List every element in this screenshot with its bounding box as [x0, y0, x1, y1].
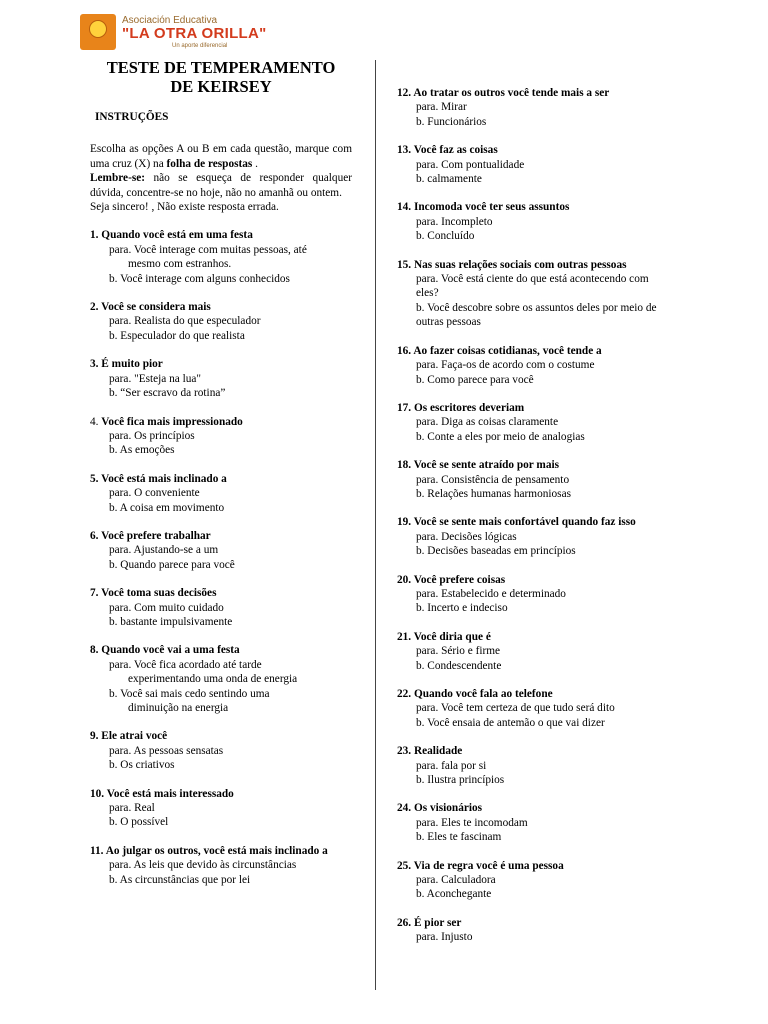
- question-19: [397, 515, 662, 558]
- option-a[interactable]: para. fala por si: [416, 759, 487, 772]
- question-17: [397, 401, 662, 444]
- question-title: 13. Você faz as coisas: [397, 144, 498, 157]
- option-b[interactable]: b. As circunstâncias que por lei: [109, 873, 251, 886]
- question-title: 23. Realidade: [397, 745, 463, 758]
- option-b[interactable]: b. Você sai mais cedo sentindo uma: [109, 687, 270, 700]
- question-title: 12. Ao tratar os outros você tende mais a ser: [397, 87, 610, 99]
- question-18: [397, 458, 662, 501]
- question-13: [397, 143, 662, 186]
- instructions-text: Escolha as opções A ou B em cada questão, marque com uma cruz (X) na folha de respostas . Lembre-se: não se esqueça de responder qualquer dúvida, concentre-se no hoje, não no amanhã ou ontem. Seja sincero! , Não existe resposta errada.: [90, 143, 352, 214]
- question-10: [90, 787, 352, 830]
- question-title: 17. Os escritores deveriam: [397, 401, 525, 414]
- option-a[interactable]: para. O conveniente: [109, 487, 200, 500]
- question-14: [397, 200, 662, 243]
- logo-emblem-icon: [80, 14, 116, 50]
- question-23: [397, 744, 662, 787]
- org-name: Asociación Educativa: [122, 15, 218, 26]
- option-b[interactable]: b. Você interage com alguns conhecidos: [109, 272, 290, 285]
- question-title: 18. Você se sente atraído por mais: [397, 459, 560, 472]
- question-title: 6. Você prefere trabalhar: [90, 529, 211, 542]
- option-a[interactable]: para. Consistência de pensamento: [416, 473, 570, 486]
- option-b[interactable]: b. Você ensaia de antemão o que vai dizer: [416, 716, 605, 729]
- option-a[interactable]: para. Injusto: [416, 931, 473, 944]
- question-title: 26. É pior ser: [397, 916, 462, 929]
- option-a[interactable]: para. Você fica acordado até tarde: [109, 658, 262, 671]
- question-title: 7. Você toma suas decisões: [90, 587, 217, 600]
- question-5: [90, 472, 352, 515]
- question-6: [90, 529, 352, 572]
- option-a[interactable]: para. Incompleto: [416, 215, 493, 228]
- left-column: [90, 58, 352, 887]
- option-a[interactable]: para. Eles te incomodam: [416, 816, 528, 829]
- document-title: TESTE DE TEMPERAMENTO DE KEIRSEY: [106, 58, 336, 96]
- question-16: [397, 344, 662, 387]
- option-b[interactable]: b. Incerto e indeciso: [416, 602, 508, 615]
- question-2: [90, 300, 352, 343]
- question-4: [90, 415, 352, 458]
- question-11: [90, 844, 352, 887]
- question-12: [397, 86, 662, 129]
- question-1: [90, 228, 352, 286]
- question-title: 21. Você diria que é: [397, 630, 491, 643]
- organization-logo: [80, 14, 320, 50]
- option-a[interactable]: para. As pessoas sensatas: [109, 744, 224, 757]
- option-a[interactable]: para. Você está ciente do que está acontecendo com eles?: [416, 273, 649, 300]
- question-22: [397, 687, 662, 730]
- option-b[interactable]: b. Quando parece para você: [109, 558, 235, 571]
- option-a[interactable]: para. Calculadora: [416, 874, 496, 887]
- column-divider: [375, 60, 376, 990]
- option-b[interactable]: b. bastante impulsivamente: [109, 615, 233, 628]
- question-title: 5. Você está mais inclinado a: [90, 472, 227, 485]
- question-title: 11. Ao julgar os outros, você está mais inclinado a: [90, 844, 328, 857]
- option-a-continued: mesmo com estranhos.: [128, 258, 232, 271]
- question-title: 25. Via de regra você é uma pessoa: [397, 859, 564, 872]
- option-a[interactable]: para. Realista do que especulador: [109, 315, 261, 328]
- question-title: 10. Você está mais interessado: [90, 787, 234, 800]
- option-b[interactable]: b. Aconchegante: [416, 888, 492, 901]
- option-a-continued: experimentando uma onda de energia: [128, 673, 298, 686]
- option-a[interactable]: para. Mirar: [416, 101, 467, 114]
- question-3: [90, 357, 352, 400]
- option-b[interactable]: b. A coisa em movimento: [109, 501, 225, 514]
- question-24: [397, 801, 662, 844]
- option-a[interactable]: para. Decisões lógicas: [416, 530, 517, 543]
- question-title: 4. Você fica mais impressionado: [90, 415, 243, 428]
- question-title: 24. Os visionários: [397, 802, 483, 815]
- question-title: 22. Quando você fala ao telefone: [397, 688, 553, 700]
- option-a[interactable]: para. Ajustando-se a um: [109, 544, 219, 557]
- option-b[interactable]: b. Você descobre sobre os assuntos deles por meio de outras pessoas: [416, 301, 657, 329]
- question-15: [397, 258, 662, 330]
- option-b[interactable]: b. Especulador do que realista: [109, 329, 245, 342]
- question-9: [90, 729, 352, 772]
- option-b[interactable]: b. Conte a eles por meio de analogias: [416, 430, 585, 443]
- option-b[interactable]: b. Como parece para você: [416, 373, 534, 386]
- option-a[interactable]: para. Os princípios: [109, 429, 195, 442]
- option-b[interactable]: b. Os criativos: [109, 759, 175, 772]
- org-brand: "LA OTRA ORILLA": [122, 25, 267, 42]
- option-b[interactable]: b. Eles te fascinam: [416, 831, 502, 844]
- question-title: 9. Ele atrai você: [90, 730, 168, 743]
- question-title: 20. Você prefere coisas: [397, 573, 506, 586]
- question-25: [397, 859, 662, 902]
- org-tagline: Un aporte diferencial: [172, 43, 228, 49]
- question-title: 19. Você se sente mais confortável quando faz isso: [397, 516, 636, 529]
- question-8: [90, 643, 352, 715]
- question-title: 3. É muito pior: [90, 358, 163, 371]
- option-a[interactable]: para. Sério e firme: [416, 645, 501, 658]
- question-20: [397, 573, 662, 616]
- option-a[interactable]: para. Você tem certeza de que tudo será dito: [416, 702, 615, 715]
- question-title: 15. Nas suas relações sociais com outras pessoas: [397, 258, 627, 271]
- option-a[interactable]: para. Você interage com muitas pessoas, até: [109, 243, 307, 256]
- question-title: 8. Quando você vai a uma festa: [90, 644, 240, 657]
- option-b[interactable]: b. Condescendente: [416, 659, 502, 672]
- option-a[interactable]: para. "Esteja na lua": [109, 372, 202, 385]
- instructions-heading: INSTRUÇÕES: [95, 111, 169, 123]
- sun-icon: [89, 20, 107, 38]
- question-7: [90, 586, 352, 629]
- option-a[interactable]: para. Faça-os de acordo com o costume: [416, 359, 595, 372]
- option-b[interactable]: b. Concluído: [416, 230, 475, 243]
- right-column: [397, 86, 662, 945]
- option-b[interactable]: b. O possível: [109, 816, 169, 829]
- option-b-continued: diminuição na energia: [128, 702, 229, 714]
- option-b[interactable]: b. Decisões baseadas em princípios: [416, 545, 576, 558]
- question-title: 16. Ao fazer coisas cotidianas, você tende a: [397, 344, 602, 357]
- option-a[interactable]: para. Diga as coisas claramente: [416, 416, 559, 429]
- option-b[interactable]: b. Funcionários: [416, 115, 487, 128]
- option-b[interactable]: b. Ilustra princípios: [416, 774, 505, 787]
- option-a[interactable]: para. Estabelecido e determinado: [416, 587, 566, 600]
- question-title: 2. Você se considera mais: [90, 301, 211, 314]
- question-21: [397, 630, 662, 673]
- question-title: 14. Incomoda você ter seus assuntos: [397, 201, 570, 214]
- option-b[interactable]: b. Relações humanas harmoniosas: [416, 487, 571, 500]
- option-a[interactable]: para. Com muito cuidado: [109, 601, 224, 614]
- option-b[interactable]: b. “Ser escravo da rotina”: [109, 387, 226, 400]
- option-b[interactable]: b. As emoções: [109, 444, 175, 457]
- option-a[interactable]: para. Real: [109, 802, 155, 815]
- option-b[interactable]: b. calmamente: [416, 173, 482, 186]
- option-a[interactable]: para. Com pontualidade: [416, 158, 525, 171]
- option-a[interactable]: para. As leis que devido às circunstâncias: [109, 859, 297, 872]
- question-title: 1. Quando você está em uma festa: [90, 229, 253, 242]
- question-26: [397, 916, 662, 945]
